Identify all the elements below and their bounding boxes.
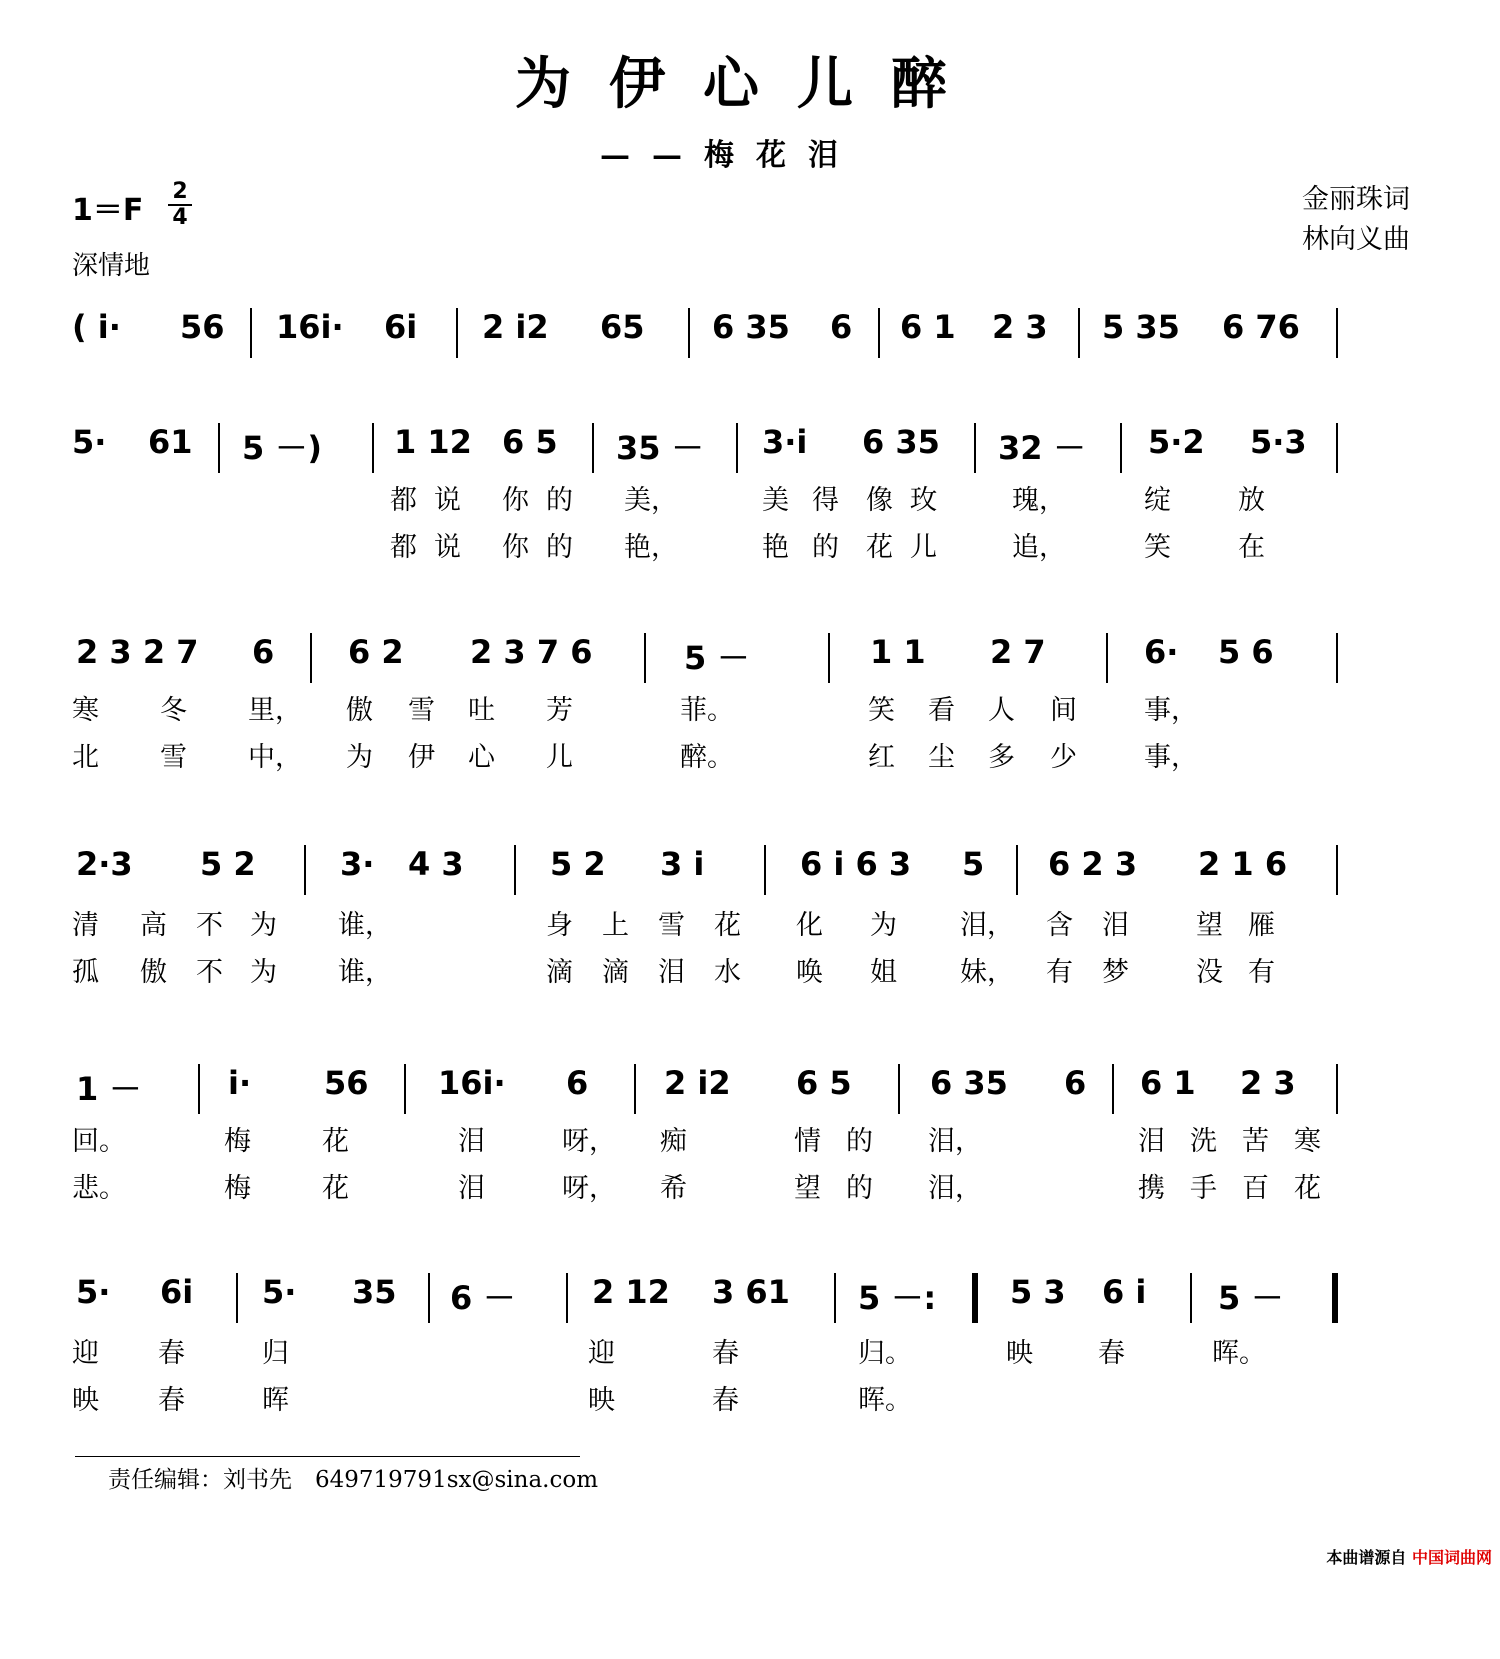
credits	[1302, 180, 1410, 260]
barline	[878, 308, 880, 358]
note-group: 6 5	[502, 423, 558, 461]
lyric: 里，	[248, 695, 302, 726]
lyric: 雁	[1248, 910, 1275, 941]
lyric: 花	[866, 532, 893, 563]
repeat-barline	[972, 1273, 978, 1323]
note-group: 6 1	[900, 308, 956, 346]
lyric: 妹，	[960, 957, 1014, 988]
lyric: 情	[794, 1126, 821, 1157]
note-group: 6 1	[1140, 1064, 1196, 1102]
note-group: 2 1 6	[1198, 845, 1288, 883]
barline	[1336, 1064, 1338, 1114]
notes-row	[72, 423, 1428, 483]
note-group: 6 i 6 3	[800, 845, 912, 883]
note-group: 6 5	[796, 1064, 852, 1102]
key-signature: 1＝F	[72, 193, 144, 228]
lyric: 呀，	[562, 1126, 616, 1157]
tempo-marking: 深情地	[72, 251, 151, 281]
lyric: 儿	[910, 532, 937, 563]
note-group: 6 35	[712, 308, 790, 346]
lyric: 呀，	[562, 1173, 616, 1204]
lyric: 的	[846, 1126, 873, 1157]
lyric: 伊	[408, 742, 435, 773]
lyric: 泪	[1102, 910, 1129, 941]
lyric: 中，	[248, 742, 302, 773]
lyric: 的	[546, 485, 573, 516]
lyric: 孤	[72, 957, 99, 988]
lyric: 红	[868, 742, 895, 773]
note-group: 6·	[1144, 633, 1179, 671]
lyric: 都	[390, 532, 417, 563]
lyric: 为	[250, 910, 277, 941]
lyric: 花	[714, 910, 741, 941]
notes-row	[72, 1273, 1428, 1333]
note-group: ( i·	[72, 308, 121, 346]
note-group: 3·	[340, 845, 375, 883]
note-group: 6 76	[1222, 308, 1300, 346]
lyric: 有	[1046, 957, 1073, 988]
barline	[736, 423, 738, 473]
lyric: 美，	[624, 485, 678, 516]
lyric: 寒	[1294, 1126, 1321, 1157]
footer-divider	[75, 1456, 580, 1457]
lyric: 醉。	[680, 742, 734, 773]
barline	[1112, 1064, 1114, 1114]
lyric: 泪，	[960, 910, 1014, 941]
lyric: 迎	[72, 1338, 99, 1369]
lyric: 姐	[870, 957, 897, 988]
lyric: 映	[72, 1385, 99, 1416]
barline	[1336, 633, 1338, 683]
lyric: 高	[140, 910, 167, 941]
lyric: 多	[988, 742, 1015, 773]
lyric: 梦	[1102, 957, 1129, 988]
lyric: 有	[1248, 957, 1275, 988]
lyric: 不	[196, 910, 223, 941]
note-group: 2·3	[76, 845, 133, 883]
notes-row	[72, 308, 1428, 368]
note-group: 5·	[72, 423, 107, 461]
lyric: 雪	[658, 910, 685, 941]
lyric: 唤	[796, 957, 823, 988]
lyric: 花	[322, 1173, 349, 1204]
lyric: 为	[250, 957, 277, 988]
barline	[974, 423, 976, 473]
lyric: 你	[502, 485, 529, 516]
note-group: 2 12	[592, 1273, 670, 1311]
barline	[898, 1064, 900, 1114]
barline	[310, 633, 312, 683]
lyric: 身	[546, 910, 573, 941]
lyric: 没	[1196, 957, 1223, 988]
barline	[404, 1064, 406, 1114]
note-group: 6i	[384, 308, 418, 346]
note-group: 5 2	[550, 845, 606, 883]
note-group: 1 －	[76, 1070, 142, 1108]
barline	[828, 633, 830, 683]
note-group: 5·	[76, 1273, 111, 1311]
note-group: 5 3	[1010, 1273, 1066, 1311]
note-group: 6 －	[450, 1279, 516, 1317]
lyric: 化	[796, 910, 823, 941]
lyric: 放	[1238, 485, 1265, 516]
note-group: 5 2	[200, 845, 256, 883]
note-group: 5 －:	[858, 1279, 937, 1317]
barline	[644, 633, 646, 683]
barline	[514, 845, 516, 895]
barline	[428, 1273, 430, 1323]
barline	[1190, 1273, 1192, 1323]
lyric: 泪	[458, 1126, 485, 1157]
lyric: 悲。	[72, 1173, 126, 1204]
barline	[236, 1273, 238, 1323]
lyric: 看	[928, 695, 955, 726]
lyric: 归	[262, 1338, 289, 1369]
note-group: 6 35	[862, 423, 940, 461]
barline	[592, 423, 594, 473]
lyric: 心	[468, 742, 495, 773]
lyric: 的	[546, 532, 573, 563]
lyric: 玫	[910, 485, 937, 516]
note-group: 5·	[262, 1273, 297, 1311]
note-group: 1 1	[870, 633, 926, 671]
note-group: 6	[830, 308, 853, 346]
source-prefix: 本曲谱源自	[1326, 1548, 1407, 1567]
note-group: 4 3	[408, 845, 464, 883]
lyric: 你	[502, 532, 529, 563]
barline	[456, 308, 458, 358]
note-group: 6 i	[1102, 1273, 1147, 1311]
note-group: 6	[566, 1064, 589, 1102]
lyric: 泪	[658, 957, 685, 988]
note-group: 16i·	[438, 1064, 506, 1102]
time-top: 2	[172, 179, 188, 204]
lyric: 寒	[72, 695, 99, 726]
barline	[634, 1064, 636, 1114]
barline	[218, 423, 220, 473]
lyric: 痴	[660, 1126, 687, 1157]
note-group: 5 35	[1102, 308, 1180, 346]
lyric: 美	[762, 485, 789, 516]
note-group: 1 12	[394, 423, 472, 461]
note-group: 6	[1064, 1064, 1087, 1102]
note-group: 3·i	[762, 423, 808, 461]
note-group: 56	[180, 308, 225, 346]
editor-credit: 责任编辑：刘书先 649719791sx@sina.com	[108, 1467, 599, 1493]
lyric: 雪	[160, 742, 187, 773]
note-group: 5 －	[684, 639, 750, 677]
lyric: 泪，	[928, 1126, 982, 1157]
lyric: 春	[158, 1338, 185, 1369]
lyric: 事，	[1144, 742, 1198, 773]
note-group: 6i	[160, 1273, 194, 1311]
lyric: 菲。	[680, 695, 734, 726]
lyric: 苦	[1242, 1126, 1269, 1157]
lyric: 洗	[1190, 1126, 1217, 1157]
note-group: i·	[228, 1064, 252, 1102]
lyric: 晖	[262, 1385, 289, 1416]
lyric: 北	[72, 742, 99, 773]
lyric: 尘	[928, 742, 955, 773]
source-site-link[interactable]: 中国词曲网	[1411, 1548, 1492, 1567]
lyric: 不	[196, 957, 223, 988]
note-group: 2 3 2 7	[76, 633, 199, 671]
lyric: 追，	[1012, 532, 1066, 563]
note-group: 61	[148, 423, 193, 461]
notes-row	[72, 633, 1428, 693]
lyric: 上	[602, 910, 629, 941]
lyric: 迎	[588, 1338, 615, 1369]
lyric: 手	[1190, 1173, 1217, 1204]
lyric: 晖。	[858, 1385, 912, 1416]
composer: 林向义曲	[1302, 224, 1410, 255]
note-group: 5·2	[1148, 423, 1205, 461]
note-group: 6 35	[930, 1064, 1008, 1102]
barline	[198, 1064, 200, 1114]
note-group: 2 3	[992, 308, 1048, 346]
note-group: 2 3	[1240, 1064, 1296, 1102]
final-barline	[1332, 1273, 1338, 1323]
lyric: 望	[794, 1173, 821, 1204]
lyric: 艳，	[624, 532, 678, 563]
note-group: 32 －	[998, 429, 1086, 467]
barline	[1016, 845, 1018, 895]
note-group: 35	[352, 1273, 397, 1311]
notes-row	[72, 1064, 1428, 1124]
lyric: 花	[1294, 1173, 1321, 1204]
lyric: 都	[390, 485, 417, 516]
lyric: 含	[1046, 910, 1073, 941]
barline	[1106, 633, 1108, 683]
lyric: 归。	[858, 1338, 912, 1369]
lyric: 梅	[224, 1173, 251, 1204]
note-group: 5 6	[1218, 633, 1274, 671]
lyric: 滴	[602, 957, 629, 988]
lyric: 笑	[1144, 532, 1171, 563]
lyric: 为	[346, 742, 373, 773]
barline	[688, 308, 690, 358]
note-group: 35 －	[616, 429, 704, 467]
lyric: 百	[1242, 1173, 1269, 1204]
lyric: 谁，	[338, 957, 392, 988]
lyric: 希	[660, 1173, 687, 1204]
lyric: 在	[1238, 532, 1265, 563]
lyricist: 金丽珠词	[1302, 184, 1410, 215]
barline	[566, 1273, 568, 1323]
note-group: 5 －)	[242, 429, 323, 467]
lyric: 瑰，	[1012, 485, 1066, 516]
barline	[250, 308, 252, 358]
note-group: 5 －	[1218, 1279, 1284, 1317]
lyric: 儿	[546, 742, 573, 773]
time-bottom: 4	[172, 205, 188, 230]
barline	[1336, 423, 1338, 473]
note-group: 6 2 3	[1048, 845, 1138, 883]
lyric: 事，	[1144, 695, 1198, 726]
note-group: 56	[324, 1064, 369, 1102]
lyric: 少	[1050, 742, 1077, 773]
lyric: 泪，	[928, 1173, 982, 1204]
barline	[304, 845, 306, 895]
lyric: 像	[866, 485, 893, 516]
lyric: 水	[714, 957, 741, 988]
lyric: 间	[1050, 695, 1077, 726]
barline	[372, 423, 374, 473]
note-group: 16i·	[276, 308, 344, 346]
lyric: 泪	[1138, 1126, 1165, 1157]
note-group: 6	[252, 633, 275, 671]
song-title: 为伊心儿醉	[515, 51, 985, 117]
lyric: 望	[1196, 910, 1223, 941]
lyric: 说	[434, 532, 461, 563]
lyric: 花	[322, 1126, 349, 1157]
lyric: 绽	[1144, 485, 1171, 516]
lyric: 芳	[546, 695, 573, 726]
lyric: 滴	[546, 957, 573, 988]
lyric: 泪	[458, 1173, 485, 1204]
lyric: 得	[812, 485, 839, 516]
lyric: 春	[158, 1385, 185, 1416]
lyric: 清	[72, 910, 99, 941]
notes-row	[72, 845, 1428, 905]
time-signature	[168, 179, 192, 230]
note-group: 2 i2	[482, 308, 549, 346]
lyric: 雪	[408, 695, 435, 726]
note-group: 2 i2	[664, 1064, 731, 1102]
lyric: 艳	[762, 532, 789, 563]
lyric: 春	[712, 1385, 739, 1416]
source-credit	[1326, 1545, 1492, 1568]
barline	[764, 845, 766, 895]
note-group: 5	[962, 845, 985, 883]
lyric: 笑	[868, 695, 895, 726]
lyric: 的	[846, 1173, 873, 1204]
lyric: 傲	[346, 695, 373, 726]
barline	[1120, 423, 1122, 473]
note-group: 2 7	[990, 633, 1046, 671]
barline	[1336, 308, 1338, 358]
note-group: 2 3 7 6	[470, 633, 593, 671]
lyric: 吐	[468, 695, 495, 726]
lyric: 回。	[72, 1126, 126, 1157]
lyric: 说	[434, 485, 461, 516]
song-subtitle: ——梅花泪	[600, 138, 860, 173]
lyric: 映	[588, 1385, 615, 1416]
lyric: 谁，	[338, 910, 392, 941]
note-group: 5·3	[1250, 423, 1307, 461]
lyric: 傲	[140, 957, 167, 988]
lyric: 冬	[160, 695, 187, 726]
lyric: 为	[870, 910, 897, 941]
lyric: 携	[1138, 1173, 1165, 1204]
barline	[1078, 308, 1080, 358]
note-group: 3 i	[660, 845, 705, 883]
lyric: 春	[712, 1338, 739, 1369]
lyric: 映	[1006, 1338, 1033, 1369]
lyric: 人	[988, 695, 1015, 726]
lyric: 春	[1098, 1338, 1125, 1369]
note-group: 6 2	[348, 633, 404, 671]
lyric: 晖。	[1212, 1338, 1266, 1369]
lyric: 的	[812, 532, 839, 563]
note-group: 3 61	[712, 1273, 790, 1311]
lyric: 梅	[224, 1126, 251, 1157]
note-group: 65	[600, 308, 645, 346]
barline	[834, 1273, 836, 1323]
barline	[1336, 845, 1338, 895]
